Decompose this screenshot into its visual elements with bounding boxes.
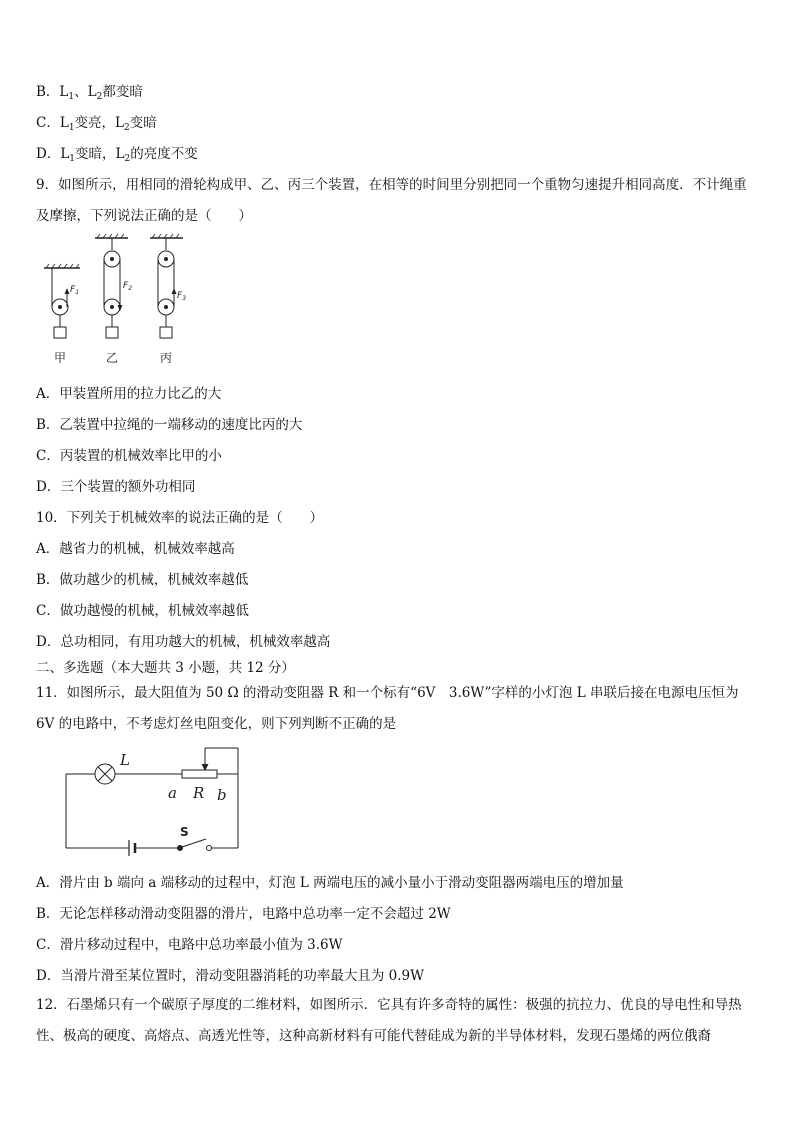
force-f3-sub: 3 [182,295,187,302]
q9-option-b: B．乙装置中拉绳的一端移动的速度比丙的大 [36,417,303,433]
svg-text:F1 [70,285,79,296]
q8-option-b: B．$L_1$、$L_2$都变暗 [36,84,143,102]
label-yi: 乙 [105,351,119,365]
rheostat-label: R [193,784,205,802]
q11-option-a: A．滑片由 b 端向 a 端移动的过程中，灯泡 L 两端电压的减小量小于滑动变阻器两端电压的增加量 [36,875,624,891]
q10-option-c: C．做功越慢的机械，机械效率越低 [36,603,249,619]
q11-option-d: D．当滑片滑至某位置时，滑动变阻器消耗的功率最大且为 0.9W [36,968,424,984]
q9-option-a: A．甲装置所用的拉力比乙的大 [36,386,222,402]
label-bing: 丙 [159,351,173,365]
q8-option-d: D．$L_1$变暗，$L_2$的亮度不变 [36,146,198,164]
circuit-figure [60,742,250,857]
terminal-a-label: a [168,784,177,802]
q8-option-c: C．$L_1$变亮，$L_2$变暗 [36,115,157,133]
switch-label: S [180,825,189,839]
svg-text:F3 [177,291,186,302]
terminal-b-label: b [217,786,227,804]
q10-option-b: B．做功越少的机械，机械效率越低 [36,572,249,588]
pulley-figure [40,232,210,370]
force-f2-sub: 2 [128,285,133,292]
lamp-label: L [120,751,130,769]
q9-option-c: C．丙装置的机械效率比甲的小 [36,448,222,464]
q11-option-c: C．滑片移动过程中，电路中总功率最小值为 3.6W [36,937,343,953]
force-f1-letter: F [70,285,76,295]
q10-option-a: A．越省力的机械，机械效率越高 [36,541,235,557]
svg-text:F2 [123,281,132,292]
q10-stem: 10．下列关于机械效率的说法正确的是（ ） [36,510,324,526]
q9-stem: 9．如图所示，用相同的滑轮构成甲、乙、丙三个装置，在相等的时间里分别把同一个重物匀速提升相同高度．不计绳重及摩擦，下列说法正确的是（ ） [36,177,747,224]
q9-option-d: D．三个装置的额外功相同 [36,479,196,495]
q11-stem: 11．如图所示，最大阻值为 50 Ω 的滑动变阻器 R 和一个标有“6V 3.6W”字样的小灯泡 L 串联后接在电源电压恒为 6V 的电路中，不考虑灯丝电阻变化，则下列判断不正确的是 [36,685,739,732]
force-f1-sub: 1 [75,289,80,296]
force-f3-letter: F [177,291,183,301]
q11-option-b: B．无论怎样移动滑动变阻器的滑片，电路中总功率一定不会超过 2W [36,906,451,922]
q10-option-d: D．总功相同，有用功越大的机械，机械效率越高 [36,634,331,650]
force-f2-letter: F [123,281,129,291]
q12-stem: 12．石墨烯只有一个碳原子厚度的二维材料，如图所示．它具有许多奇特的属性：极强的抗拉力、优良的导电性和导热性、极高的硬度、高熔点、高透光性等，这种高新材料有可能代替硅成为新的半导体材料，发现石墨烯的两位俄裔 [36,997,742,1044]
pulley-diagram [40,232,210,370]
label-jia: 甲 [53,351,67,365]
circuit-diagram [60,742,250,857]
section-title: 二、多选题（本大题共 3 小题，共 12 分） [36,660,295,676]
